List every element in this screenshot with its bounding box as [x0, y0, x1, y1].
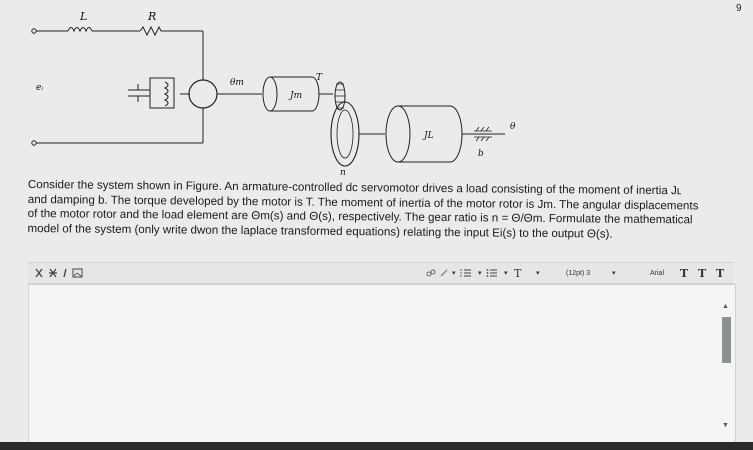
unlink-icon[interactable]: [439, 266, 449, 280]
gear-ratio-label: n: [340, 168, 346, 175]
scroll-down-icon[interactable]: ▼: [722, 422, 729, 429]
font-family-select[interactable]: Arial: [650, 269, 665, 277]
dropdown-caret-icon[interactable]: ▾: [536, 270, 540, 277]
scroll-thumb[interactable]: [722, 317, 731, 363]
question-line: Consider the system shown in Figure. An armature-controlled dc servomotor drives a load consisting of the moment of inertia Jʟ: [27, 178, 682, 198]
editor-toolbar: [28, 262, 734, 284]
motor-angle-label: θm: [230, 78, 244, 88]
large-gear: [331, 102, 359, 166]
load-inertia-label: JL: [424, 131, 434, 141]
bottom-strip: [0, 442, 753, 450]
damping-label: b: [478, 149, 484, 159]
image-icon[interactable]: [72, 266, 83, 280]
font-size-select[interactable]: (12pt) 3: [566, 269, 591, 277]
ordered-list-icon[interactable]: [460, 266, 472, 280]
dropdown-caret-icon[interactable]: ▾: [504, 270, 508, 277]
format-t-button[interactable]: T: [716, 266, 725, 280]
page-number: 9: [736, 3, 742, 14]
scroll-up-icon[interactable]: ▲: [722, 303, 729, 310]
link-icon[interactable]: [426, 266, 436, 280]
question-line: model of the system (only write dwon the laplace transformed equations) relating the input Ei(s) to the output Θ(s).: [27, 221, 613, 241]
editor-scrollbar[interactable]: [721, 303, 731, 429]
dropdown-caret-icon[interactable]: ▾: [612, 270, 616, 277]
question-line: of the motor rotor and the load element are Θm(s) and Θ(s), respectively. The gear ratio is n = Θ/Θm. Formulate the mathematical: [27, 206, 693, 227]
inductor-label: L: [80, 10, 88, 23]
torque-label: T: [316, 73, 323, 83]
bullet-list-icon[interactable]: [486, 266, 498, 280]
italic-icon[interactable]: [62, 266, 68, 280]
question-line: and damping b. The torque developed by the motor is T. The moment of inertia of the motor rotor is Jm. The angular displacements: [27, 192, 699, 212]
servomotor-figure: [0, 0, 753, 175]
question-text: [27, 178, 734, 243]
resistor: [140, 27, 161, 35]
dropdown-caret-icon[interactable]: ▾: [452, 270, 456, 277]
input-voltage-label: eᵢ: [36, 83, 44, 93]
cut-icon[interactable]: [34, 266, 44, 280]
motor-inertia-label: Jm: [290, 91, 303, 101]
special-chars-icon[interactable]: [48, 266, 58, 280]
format-t-button[interactable]: T: [698, 266, 707, 280]
format-t-button[interactable]: T: [680, 266, 689, 280]
load-angle-label: θ: [510, 122, 516, 132]
motor: [189, 80, 217, 108]
answer-editor[interactable]: [28, 284, 736, 444]
inductor: [68, 28, 92, 32]
text-color-button[interactable]: T: [514, 266, 522, 280]
resistor-label: R: [148, 10, 157, 23]
dropdown-caret-icon[interactable]: ▾: [478, 270, 482, 277]
